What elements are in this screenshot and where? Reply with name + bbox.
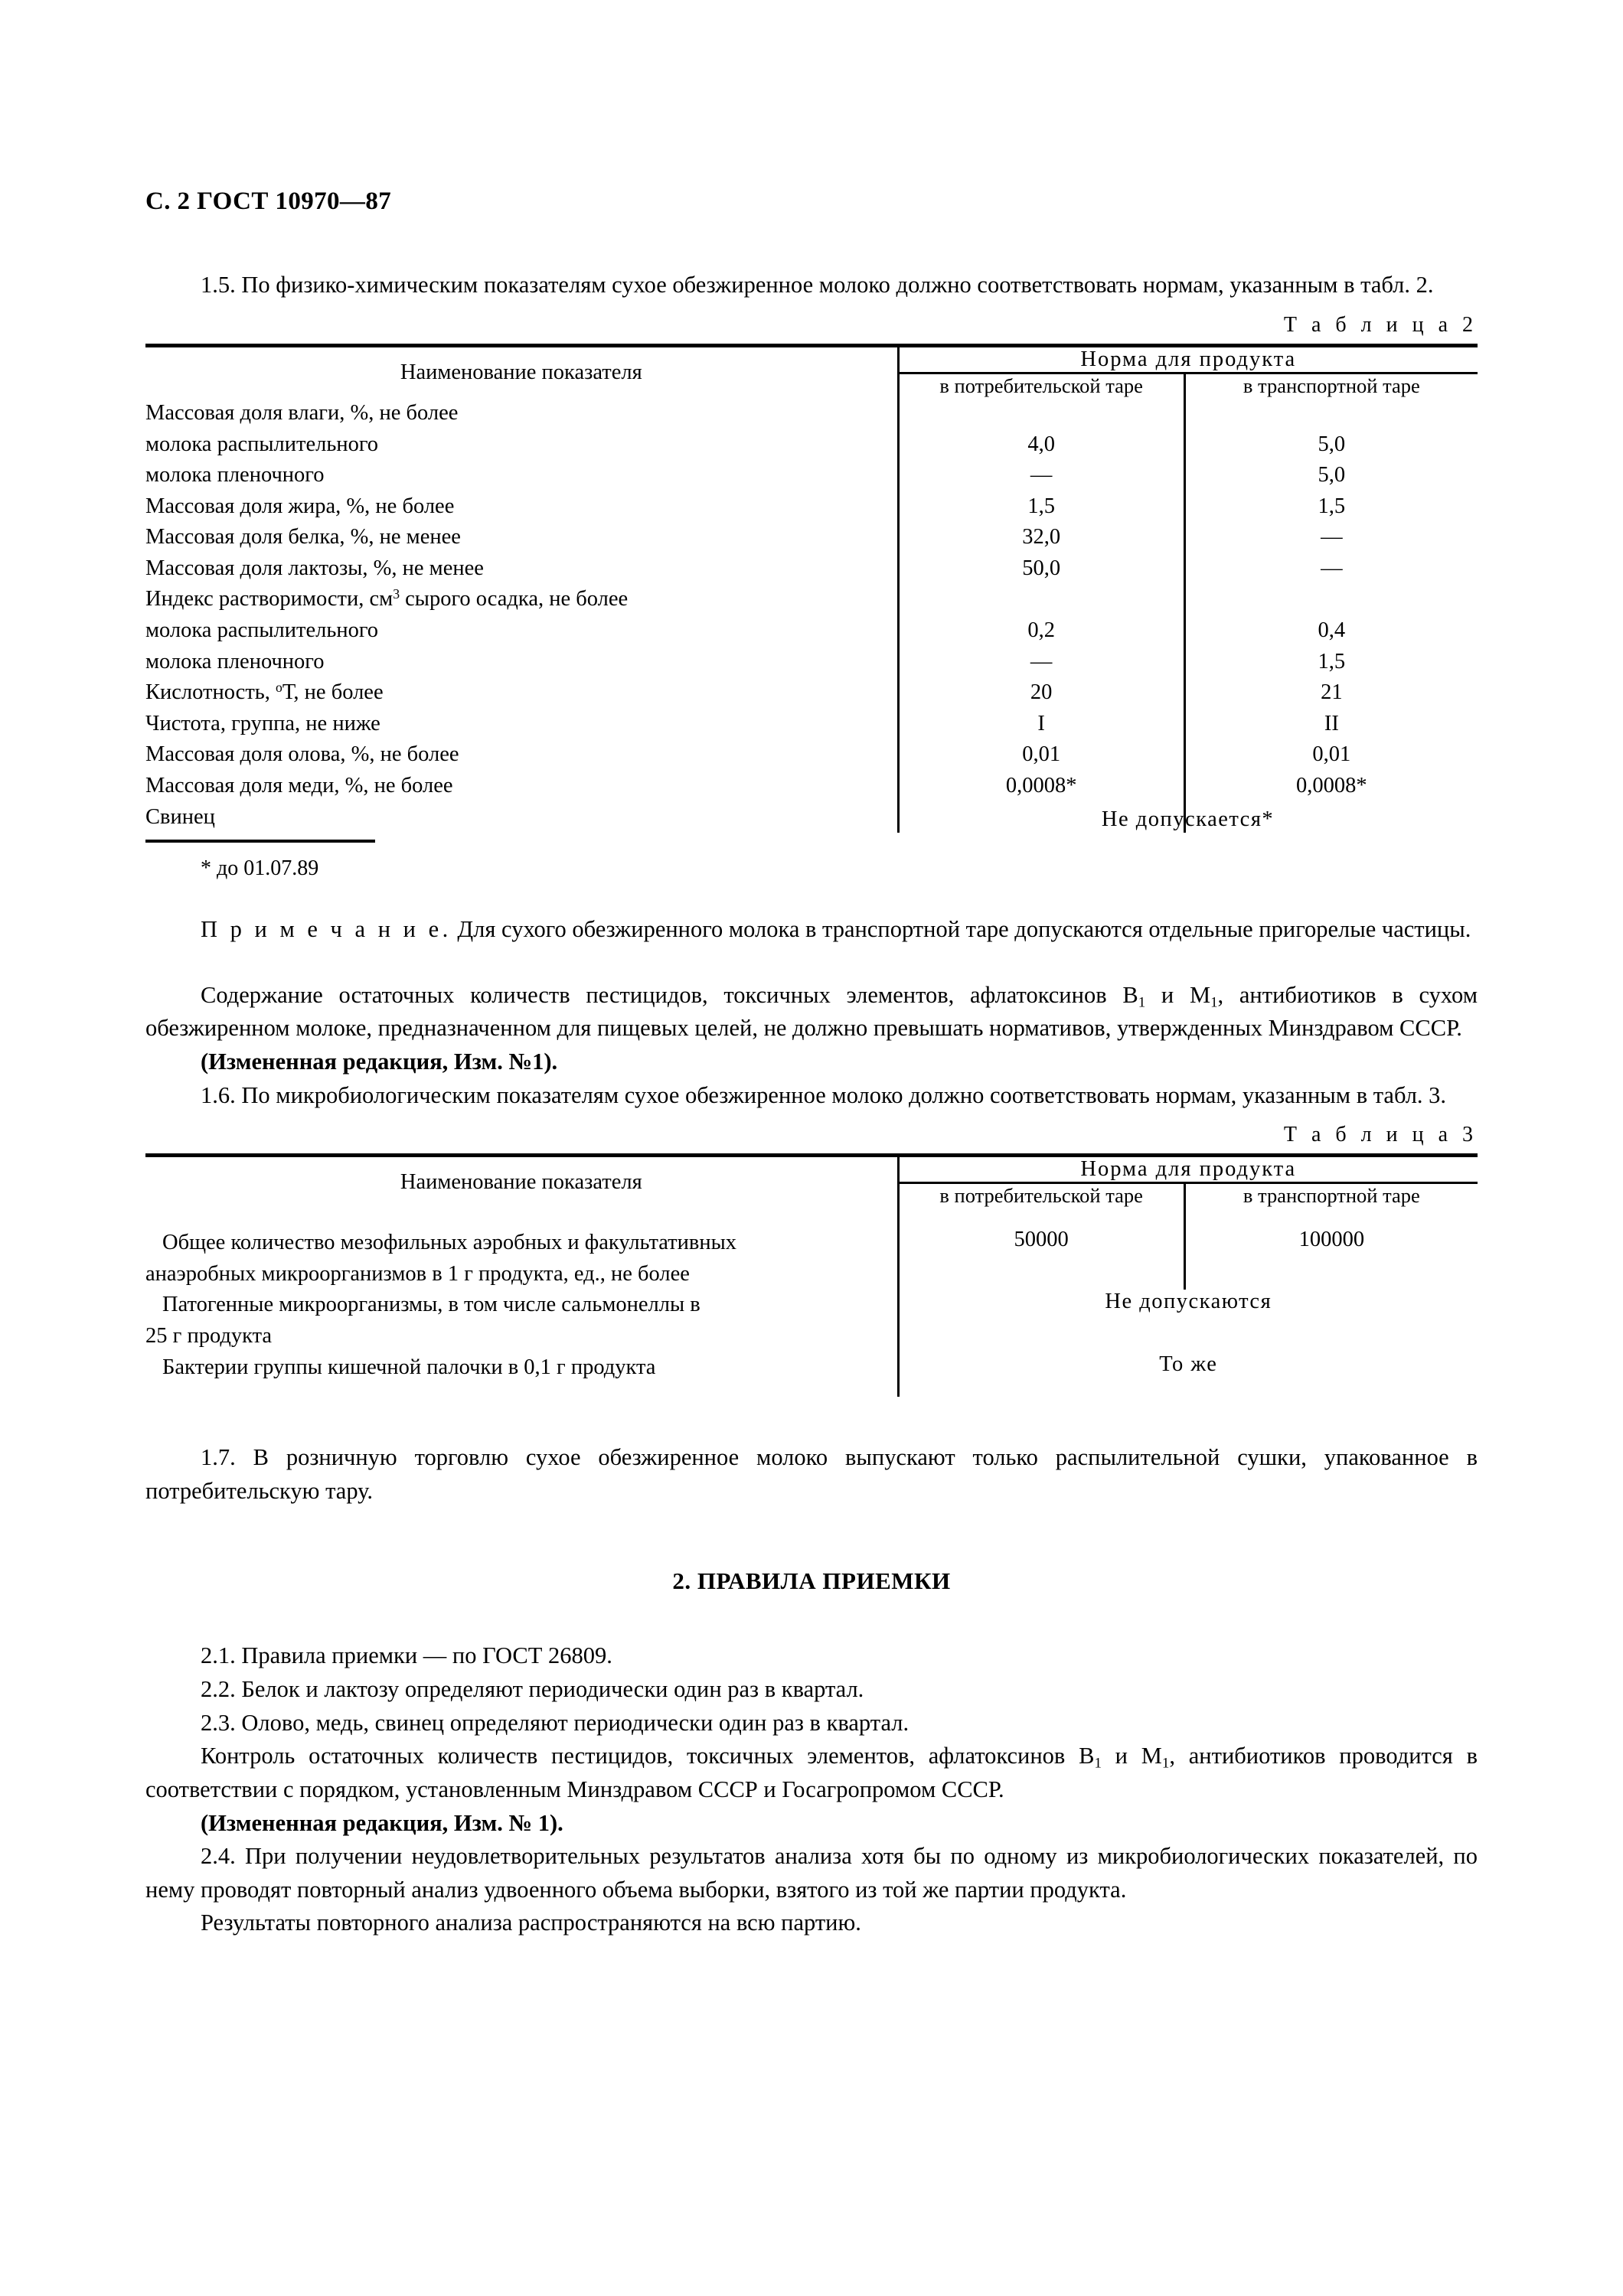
row-label-line: 25 г продукта [145, 1324, 273, 1349]
cell-value: 0,4 [1318, 618, 1346, 643]
residues-text-3: , антибиотиков в сухом обезжиренном молоке, предназначенном для пищевых целей, не должно превышать нормативов, утвержденных Минздравом СССР. [145, 981, 1478, 1042]
cell-value: I [1037, 711, 1045, 735]
table2-col-transport: в транспортной таре [1184, 373, 1478, 398]
control-text-2: и М [1101, 1743, 1162, 1769]
cell-value: 50,0 [1022, 556, 1061, 580]
cell-value: — [1321, 556, 1343, 580]
row-label: молока пленочного [145, 649, 325, 673]
cell-value: 0,2 [1027, 618, 1055, 643]
value-blank [1186, 584, 1478, 615]
control-subscript-1: 1 [1094, 1755, 1102, 1772]
table2-col-norm: Норма для продукта [898, 345, 1478, 373]
table3-row3-label [145, 1352, 898, 1397]
residues-text-1: Содержание остаточных количеств пестицидов, токсичных элементов, афлатоксинов В [201, 981, 1138, 1008]
cell-value: 20 [1030, 680, 1053, 705]
table3-col-norm: Норма для продукта [898, 1156, 1478, 1183]
table-microbiological [145, 1153, 1478, 1397]
row-label-line: Бактерии группы кишечной палочки в 0,1 г продукта [162, 1355, 656, 1379]
row-label: Массовая доля олова, %, не более [145, 742, 459, 767]
table2-head [145, 345, 1478, 398]
table3-body [145, 1208, 1478, 1397]
table2-consumer-values [898, 398, 1184, 833]
table3-col-name: Наименование показателя [400, 1170, 642, 1195]
table2-footnote: * до 01.07.89 [201, 856, 319, 881]
table2-note [145, 913, 1478, 947]
amended-note-1: (Измененная редакция, Изм. №1). [201, 1049, 558, 1075]
cell-value: 1,5 [1027, 494, 1055, 518]
table2-caption: Т а б л и ц а 2 [1283, 312, 1478, 337]
table3-caption: Т а б л и ц а 3 [1283, 1123, 1478, 1147]
table-row [145, 398, 1478, 833]
table2-col-name: Наименование показателя [400, 360, 642, 384]
control-subscript-2: 1 [1161, 1755, 1170, 1772]
row-label-line: Общее количество мезофильных аэробных и факультативных [162, 1231, 736, 1255]
value-blank [900, 584, 1184, 615]
residues-subscript-1: 1 [1138, 994, 1146, 1011]
note-label: П р и м е ч а н и е. [201, 916, 452, 943]
paragraph-2-2: 2.2. Белок и лактозу определяют периодически один раз в квартал. [201, 1676, 864, 1703]
row-label: Массовая доля жира, %, не более [145, 494, 455, 518]
row-label: молока пленочного [145, 463, 325, 488]
table3-row2-label [145, 1290, 898, 1352]
row-label: Массовая доля меди, %, не более [145, 774, 453, 798]
row-label: Индекс растворимости, $см^3$ сырого осадка, не более [145, 586, 629, 612]
row-label-lead: Свинец [145, 804, 215, 829]
row-label: Кислотность, $^o$Т, не более [145, 680, 384, 705]
table3-row2-value: Не допускаются [898, 1290, 1478, 1352]
cell-value: 0,01 [1312, 742, 1351, 767]
row-label: Массовая доля лактозы, %, не менее [145, 556, 484, 580]
table3-col-transport: в транспортной таре [1184, 1183, 1478, 1208]
table3-row1-transport: 100000 [1184, 1208, 1478, 1290]
section-heading-2: 2. ПРАВИЛА ПРИЕМКИ [672, 1567, 951, 1595]
control-text-3: , антибиотиков проводится в соответствии с порядком, установленным Минздравом СССР и Госагропромом СССР. [145, 1743, 1478, 1802]
table2-col-consumer: в потребительской таре [898, 373, 1184, 398]
paragraph-1-6: 1.6. По микробиологическим показателям сухое обезжиренное молоко должно соответствовать нормам, указанным в табл. 3. [201, 1081, 1447, 1108]
cell-value: 5,0 [1318, 463, 1346, 488]
row-label-line: Патогенные микроорганизмы, в том числе сальмонеллы в [162, 1293, 700, 1317]
cell-value: — [1030, 463, 1053, 488]
footnote-separator [145, 840, 375, 843]
cell-value: 4,0 [1027, 432, 1055, 456]
paragraph-2-4: 2.4. При получении неудовлетворительных результатов анализа хотя бы по одному из микробиологических показателей, по нему проводят повторный анализ удвоенного объема выборки, взятого из той же партии продукта. [145, 1843, 1478, 1903]
cell-value: 0,0008* [1005, 774, 1077, 798]
paragraph-1-7: 1.7. В розничную торговлю сухое обезжиренное молоко выпускают только распылительной сушки, упакованное в потребительскую тару. [145, 1444, 1478, 1504]
row-label-line: анаэробных микроорганизмов в 1 г продукта, ед., не более [145, 1261, 690, 1286]
note-text: Для сухого обезжиренного молока в транспортной таре допускаются отдельные пригорелые частицы. [451, 916, 1471, 943]
table-physicochemical [145, 344, 1478, 833]
row-label: молока распылительного [145, 618, 379, 643]
cell-value: 1,5 [1318, 649, 1346, 673]
value-blank [900, 398, 1184, 429]
paragraph-2-4-follow: Результаты повторного анализа распространяются на всю партию. [201, 1910, 861, 1936]
table2-body [145, 398, 1478, 833]
table3-row1-label [145, 1208, 898, 1290]
cell-value: II [1324, 711, 1339, 735]
table2-lead-value: Не допускается* [1101, 807, 1275, 832]
table3-row1-consumer: 50000 [898, 1208, 1184, 1290]
row-label: молока распылительного [145, 432, 379, 456]
cell-value: 21 [1321, 680, 1343, 705]
row-label: Массовая доля влаги, %, не более [145, 400, 459, 425]
paragraph-2-1: 2.1. Правила приемки — по ГОСТ 26809. [201, 1642, 612, 1669]
paragraph-2-3: 2.3. Олово, медь, свинец определяют периодически один раз в квартал. [201, 1709, 909, 1736]
cell-value: — [1321, 525, 1343, 550]
paragraph-1-5: 1.5. По физико-химическим показателям сухое обезжиренное молоко должно соответствовать нормам, указанным в табл. 2. [201, 272, 1434, 298]
cell-value: — [1030, 649, 1053, 673]
paragraph-residues [145, 979, 1478, 1045]
paragraph-control [145, 1740, 1478, 1806]
control-text-1: Контроль остаточных количеств пестицидов, токсичных элементов, афлатоксинов В [201, 1743, 1095, 1769]
residues-text-2: и М [1145, 981, 1211, 1008]
cell-value: 0,01 [1022, 742, 1061, 767]
table3-row3-value: То же [898, 1352, 1478, 1397]
cell-value: 0,0008* [1296, 774, 1367, 798]
table-row [145, 1352, 1478, 1397]
table2-transport-values [1184, 398, 1478, 833]
table3-col-consumer: в потребительской таре [898, 1183, 1184, 1208]
running-head: С. 2 ГОСТ 10970—87 [145, 188, 392, 215]
row-label: Массовая доля белка, %, не менее [145, 525, 461, 550]
cell-value: 5,0 [1318, 432, 1346, 456]
residues-subscript-2: 1 [1210, 994, 1218, 1011]
table-row [145, 1290, 1478, 1352]
table-row [145, 1208, 1478, 1290]
table3-head [145, 1156, 1478, 1208]
row-label: Чистота, группа, не ниже [145, 711, 380, 735]
amended-note-2: (Измененная редакция, Изм. № 1). [201, 1809, 563, 1836]
table2-names-cell [145, 398, 898, 833]
value-blank [1186, 398, 1478, 429]
cell-value: 32,0 [1022, 525, 1061, 550]
cell-value: 1,5 [1318, 494, 1346, 518]
